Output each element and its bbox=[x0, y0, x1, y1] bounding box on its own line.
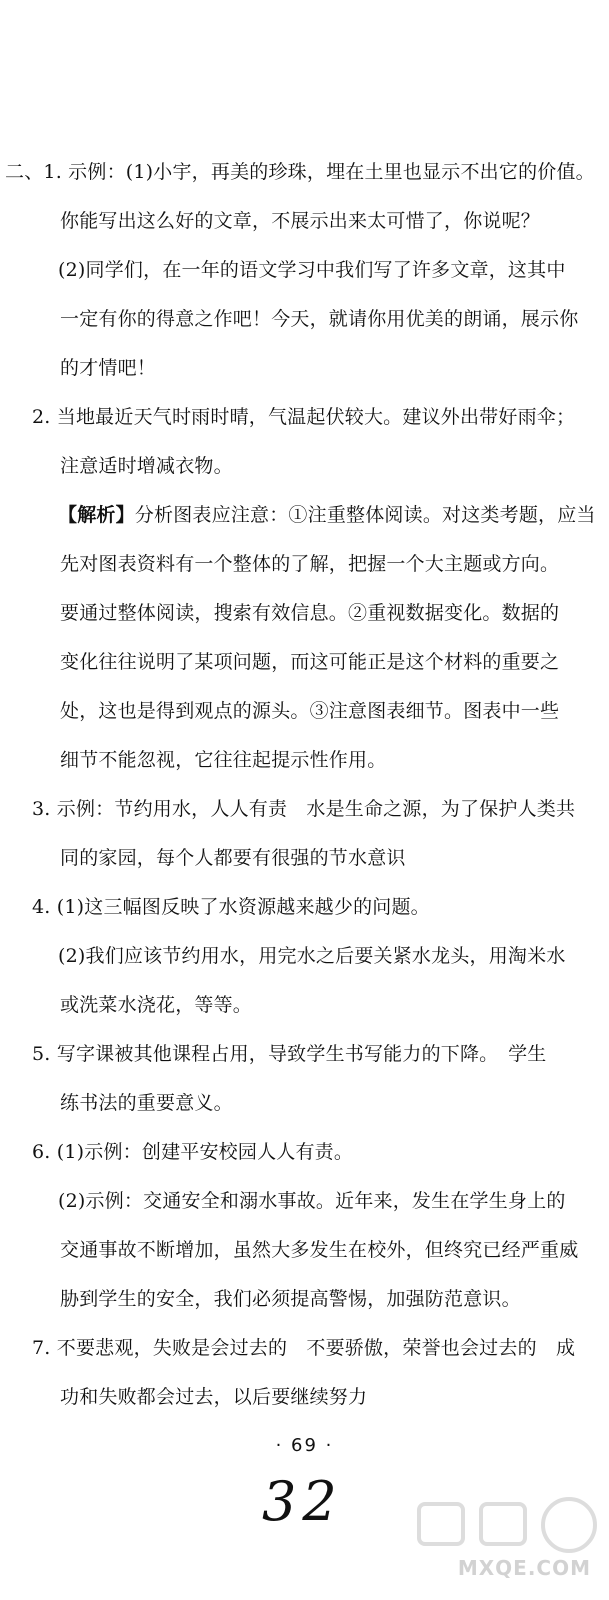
answer-line: 功和失败都会过去，以后要继续努力 bbox=[60, 1386, 368, 1408]
answer-line: 练书法的重要意义。 bbox=[60, 1092, 233, 1114]
answer-line: 或洗菜水浇花，等等。 bbox=[60, 994, 253, 1016]
answer-line: 胁到学生的安全，我们必须提高警惕，加强防范意识。 bbox=[60, 1288, 521, 1310]
analysis-text: 分析图表应注意：①注重整体阅读。对这类考题，应当 bbox=[134, 504, 596, 526]
handwritten-page-number: 32 bbox=[262, 1470, 343, 1533]
watermark-logo-icon bbox=[399, 1490, 599, 1560]
answer-line: 3. 示例：节约用水，人人有责 水是生命之源，为了保护人类共 bbox=[32, 798, 576, 820]
watermark-text: MXQE.COM bbox=[457, 1556, 591, 1580]
analysis-line: 变化往往说明了某项问题，而这可能正是这个材料的重要之 bbox=[60, 651, 560, 673]
answer-line: 一定有你的得意之作吧！今天，就请你用优美的朗诵，展示你 bbox=[60, 308, 579, 330]
answer-line: 交通事故不断增加，虽然大多发生在校外，但终究已经严重威 bbox=[60, 1239, 579, 1261]
analysis-line: 先对图表资料有一个整体的了解，把握一个大主题或方向。 bbox=[60, 553, 560, 575]
answer-line: (2)同学们，在一年的语文学习中我们写了许多文章，这其中 bbox=[58, 259, 566, 281]
answer-line: 同的家园，每个人都要有很强的节水意识 bbox=[60, 847, 406, 869]
answer-line: 6. (1)示例：创建平安校园人人有责。 bbox=[32, 1141, 354, 1163]
answer-line: 你能写出这么好的文章，不展示出来太可惜了，你说呢？ bbox=[60, 210, 541, 232]
answer-line: 2. 当地最近天气时雨时晴，气温起伏较大。建议外出带好雨伞； bbox=[32, 406, 576, 428]
answer-line: (2)我们应该节约用水，用完水之后要关紧水龙头，用淘米水 bbox=[58, 945, 566, 967]
answer-line: 4. (1)这三幅图反映了水资源越来越少的问题。 bbox=[32, 896, 430, 918]
analysis-line: 细节不能忽视，它往往起提示性作用。 bbox=[60, 749, 387, 771]
answer-line: 注意适时增减衣物。 bbox=[60, 455, 233, 477]
answer-line: (2)示例：交通安全和溺水事故。近年来，发生在学生身上的 bbox=[58, 1190, 566, 1212]
analysis-line bbox=[58, 503, 596, 527]
answer-line: 7. 不要悲观，失败是会过去的 不要骄傲，荣誉也会过去的 成 bbox=[32, 1337, 576, 1359]
answer-line: 的才情吧！ bbox=[60, 357, 157, 379]
watermark bbox=[399, 1490, 599, 1590]
analysis-line: 处，这也是得到观点的源头。③注意图表细节。图表中一些 bbox=[60, 700, 560, 722]
analysis-tag: 【解析】 bbox=[58, 504, 135, 526]
page-number: · 69 · bbox=[275, 1435, 334, 1456]
answer-line: 5. 写字课被其他课程占用，导致学生书写能力的下降。 学生 bbox=[32, 1043, 547, 1065]
analysis-line: 要通过整体阅读，搜索有效信息。②重视数据变化。数据的 bbox=[60, 602, 560, 624]
answer-line: 二、1. 示例：(1)小宇，再美的珍珠，埋在土里也显示不出它的价值。 bbox=[5, 161, 595, 183]
